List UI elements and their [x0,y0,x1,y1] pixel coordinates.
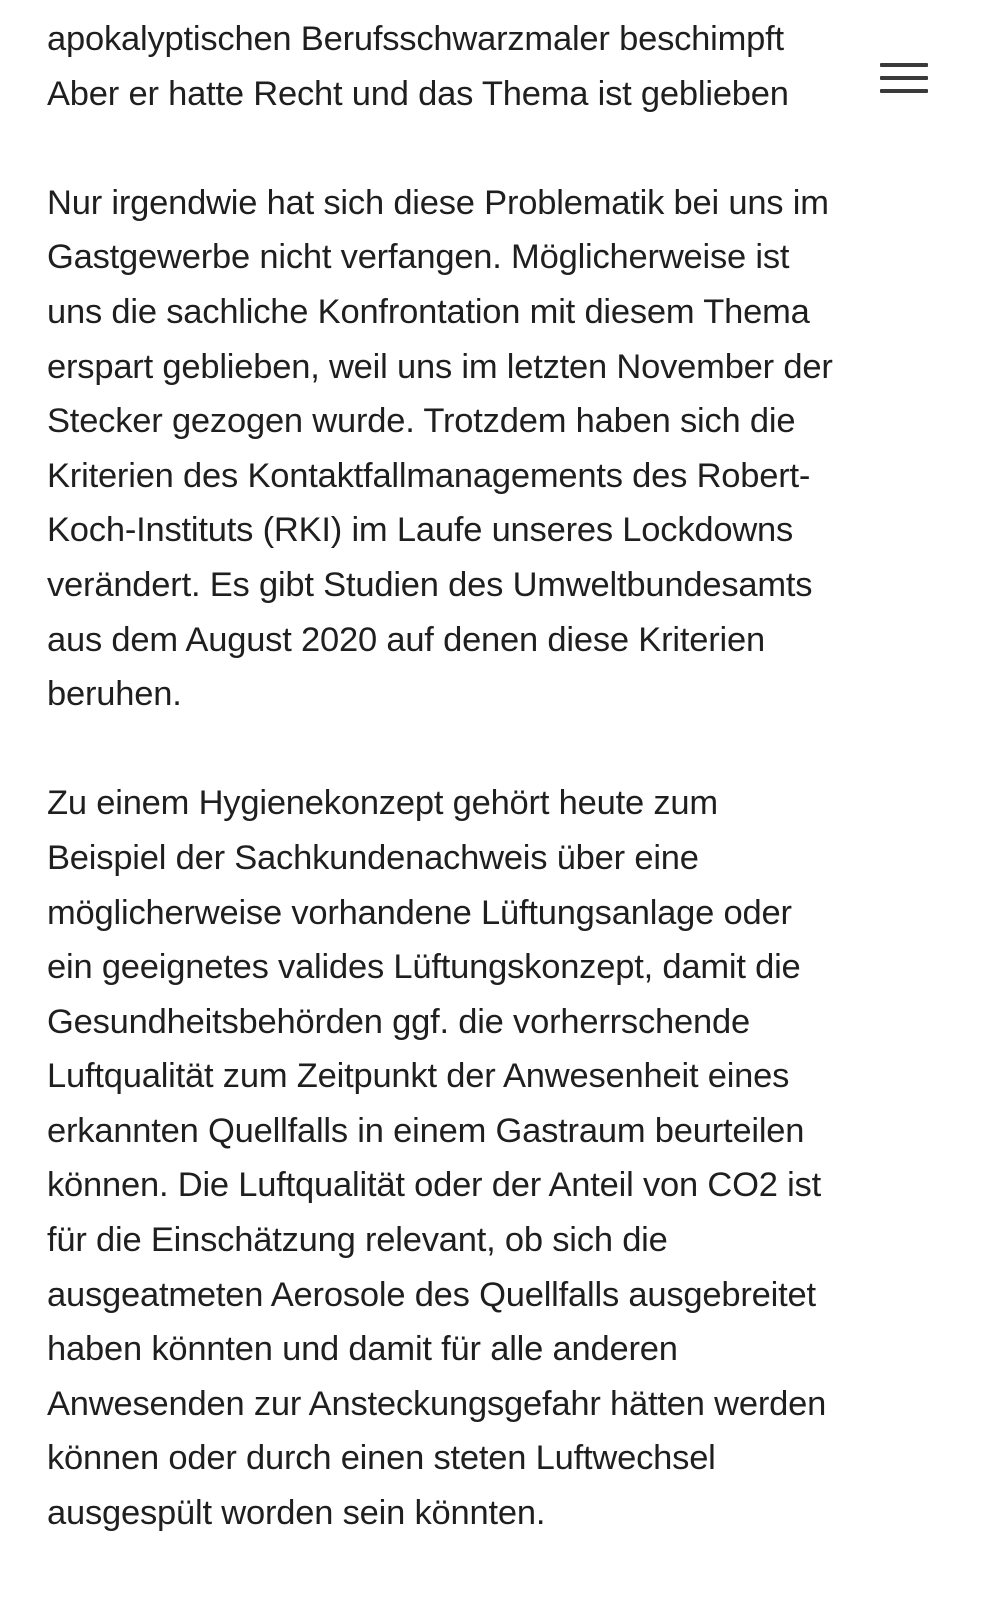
text-line: für die Einschätzung relevant, ob sich die [47,1221,668,1260]
text-line: uns die sachliche Konfrontation mit diesem Thema [47,292,810,331]
text-line: Aber er hatte Recht und das Thema ist geblieben [47,74,789,113]
text-line: aus dem August 2020 auf denen diese Kriterien [47,620,765,659]
article-paragraph-3 [47,776,937,1540]
menu-bar [880,89,928,93]
text-line: Koch-Instituts (RKI) im Laufe unseres Lockdowns [47,511,794,550]
text-line: verändert. Es gibt Studien des Umweltbundesamts [47,565,813,604]
menu-bar [880,63,928,67]
text-line: apokalyptischen Berufsschwarzmaler beschimpft [47,20,784,58]
text-line: Zu einem Hygienekonzept gehört heute zum [47,784,718,823]
paragraph-spacer [47,121,937,176]
text-line: Nur irgendwie hat sich diese Problematik bei uns im [47,183,829,222]
text-line: ein geeignetes valides Lüftungskonzept, damit die [47,948,801,987]
hamburger-menu-icon[interactable] [874,58,936,102]
text-line: ausgeatmeten Aerosole des Quellfalls ausgebreitet [47,1275,816,1314]
article-paragraph-2 [47,176,937,722]
article-body [47,12,937,1541]
text-line: Stecker gezogen wurde. Trotzdem haben sich die [47,402,796,441]
text-line: können oder durch einen steten Luftwechsel [47,1439,716,1478]
text-line: beruhen. [47,675,182,714]
text-line: Luftqualität zum Zeitpunkt der Anwesenheit eines [47,1057,790,1096]
paragraph-spacer [47,722,937,777]
text-line: erkannten Quellfalls in einem Gastraum beurteilen [47,1111,805,1150]
text-line: Kriterien des Kontaktfallmanagements des Robert- [47,456,811,495]
menu-bar [880,76,928,80]
text-line: Beispiel der Sachkundenachweis über eine [47,838,699,877]
text-line: erspart geblieben, weil uns im letzten November der [47,347,833,386]
text-line: ausgespült worden sein könnten. [47,1494,546,1533]
text-line: haben könnten und damit für alle anderen [47,1330,678,1369]
text-line: können. Die Luftqualität oder der Anteil von CO2 ist [47,1166,821,1205]
text-line: Gesundheitsbehörden ggf. die vorherrschende [47,1002,750,1041]
article-paragraph-1 [47,12,937,121]
text-line: Gastgewerbe nicht verfangen. Möglicherweise ist [47,238,790,277]
text-line: Anwesenden zur Ansteckungsgefahr hätten werden [47,1384,827,1423]
text-line: möglicherweise vorhandene Lüftungsanlage oder [47,893,792,932]
